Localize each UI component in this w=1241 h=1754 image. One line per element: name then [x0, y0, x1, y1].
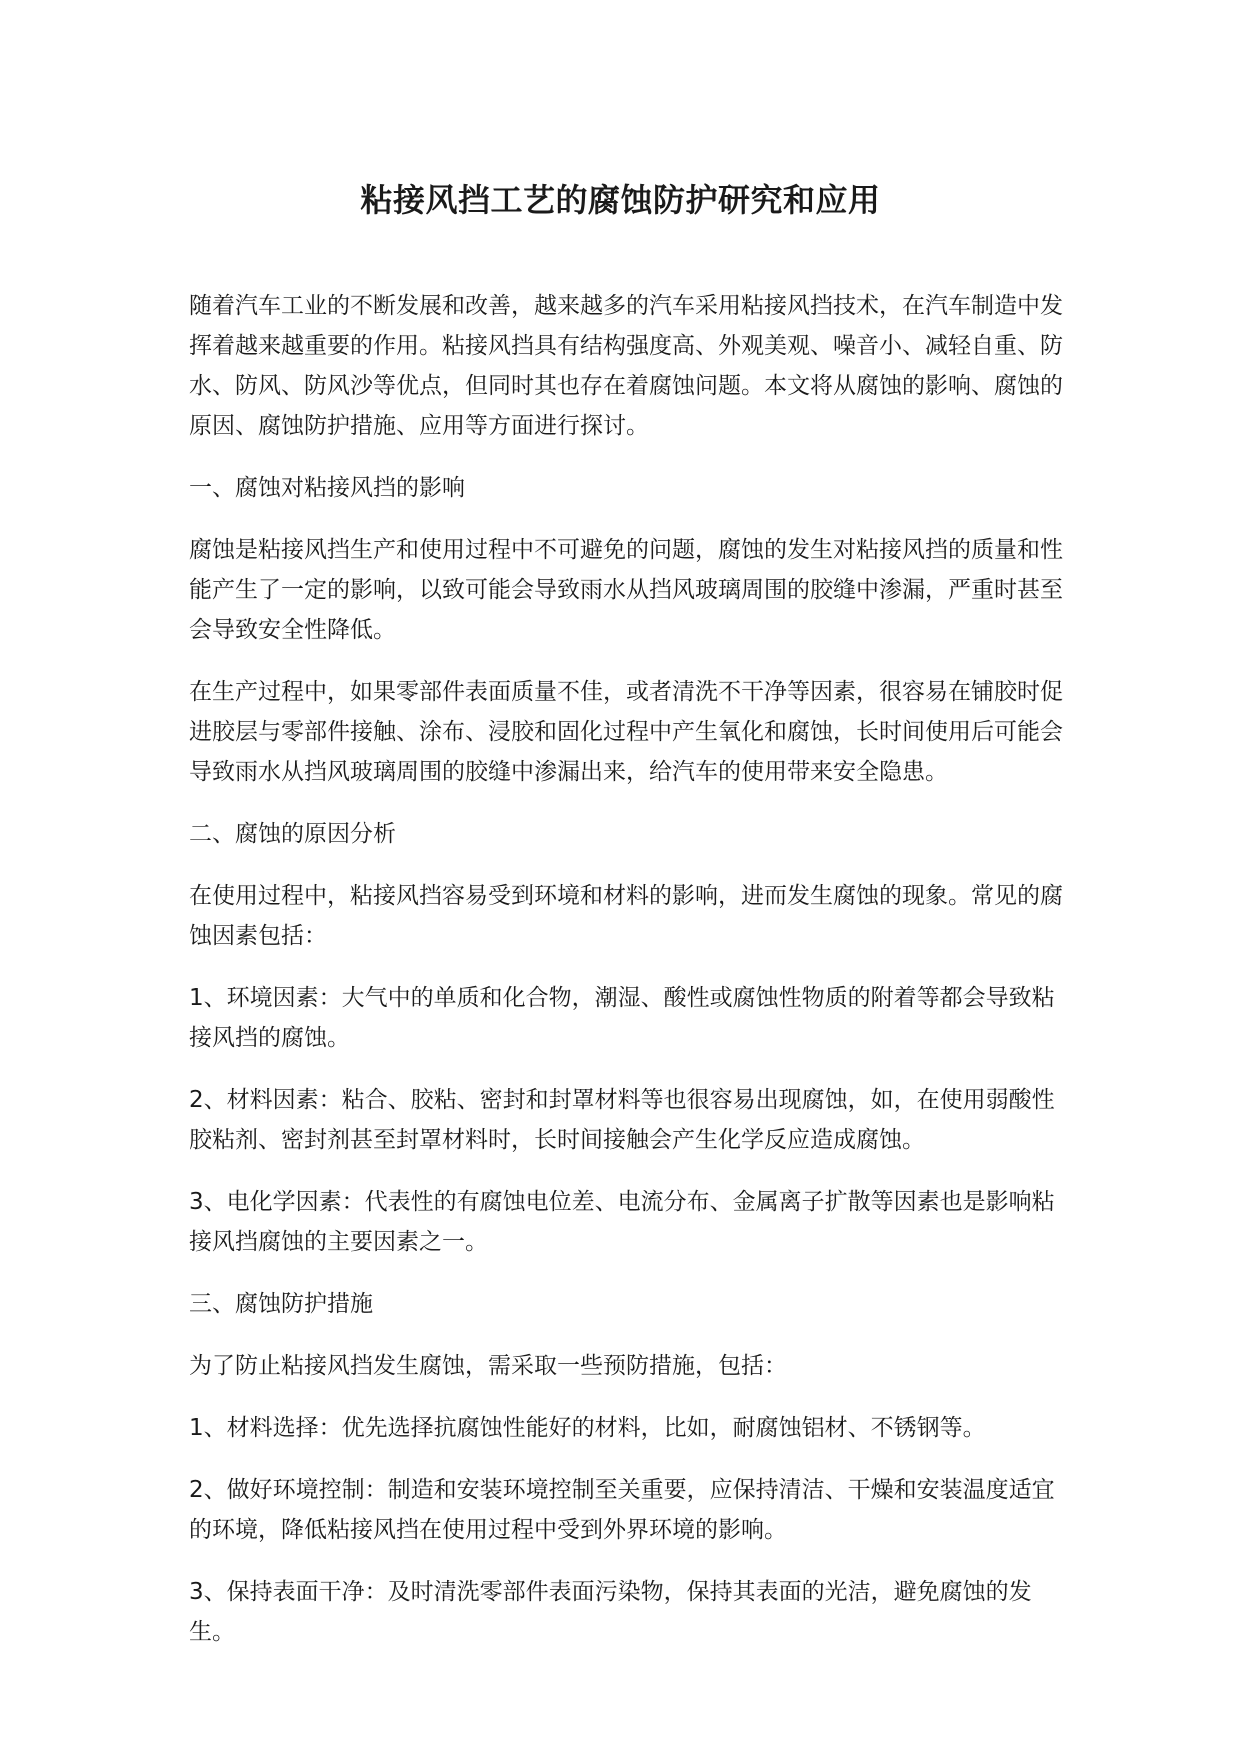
list-item: 2、做好环境控制：制造和安装环境控制至关重要，应保持清洁、干燥和安装温度适宜的环境，降低粘接风挡在使用过程中受到外界环境的影响。	[189, 1477, 1055, 1543]
document-body	[189, 286, 1069, 1674]
list-item: 1、材料选择：优先选择抗腐蚀性能好的材料，比如，耐腐蚀铝材、不锈钢等。	[189, 1415, 986, 1441]
section-heading-1: 一、腐蚀对粘接风挡的影响	[189, 475, 465, 501]
body-paragraph: 在生产过程中，如果零部件表面质量不佳，或者清洗不干净等因素，很容易在铺胶时促进胶层与零部件接触、涂布、浸胶和固化过程中产生氧化和腐蚀，长时间使用后可能会导致雨水从挡风玻璃周围的胶缝中渗漏出来，给汽车的使用带来安全隐患。	[189, 679, 1063, 785]
intro-paragraph: 随着汽车工业的不断发展和改善，越来越多的汽车采用粘接风挡技术，在汽车制造中发挥着越来越重要的作用。粘接风挡具有结构强度高、外观美观、噪音小、减轻自重、防水、防风、防风沙等优点，但同时其也存在着腐蚀问题。本文将从腐蚀的影响、腐蚀的原因、腐蚀防护措施、应用等方面进行探讨。	[189, 293, 1063, 439]
section-heading-2: 二、腐蚀的原因分析	[189, 821, 396, 847]
list-item: 2、材料因素：粘合、胶粘、密封和封罩材料等也很容易出现腐蚀，如，在使用弱酸性胶粘剂、密封剂甚至封罩材料时，长时间接触会产生化学反应造成腐蚀。	[189, 1087, 1055, 1153]
list-item: 1、环境因素：大气中的单质和化合物，潮湿、酸性或腐蚀性物质的附着等都会导致粘接风挡的腐蚀。	[189, 985, 1055, 1051]
body-paragraph: 在使用过程中，粘接风挡容易受到环境和材料的影响，进而发生腐蚀的现象。常见的腐蚀因素包括：	[189, 883, 1063, 949]
section-heading-3: 三、腐蚀防护措施	[189, 1291, 373, 1317]
body-paragraph: 腐蚀是粘接风挡生产和使用过程中不可避免的问题，腐蚀的发生对粘接风挡的质量和性能产生了一定的影响，以致可能会导致雨水从挡风玻璃周围的胶缝中渗漏，严重时甚至会导致安全性降低。	[189, 537, 1063, 643]
list-item: 3、保持表面干净：及时清洗零部件表面污染物，保持其表面的光洁，避免腐蚀的发生。	[189, 1579, 1032, 1645]
document-title: 粘接风挡工艺的腐蚀防护研究和应用	[360, 181, 881, 219]
body-paragraph: 为了防止粘接风挡发生腐蚀，需采取一些预防措施，包括：	[189, 1353, 787, 1379]
list-item: 3、电化学因素：代表性的有腐蚀电位差、电流分布、金属离子扩散等因素也是影响粘接风挡腐蚀的主要因素之一。	[189, 1189, 1055, 1255]
